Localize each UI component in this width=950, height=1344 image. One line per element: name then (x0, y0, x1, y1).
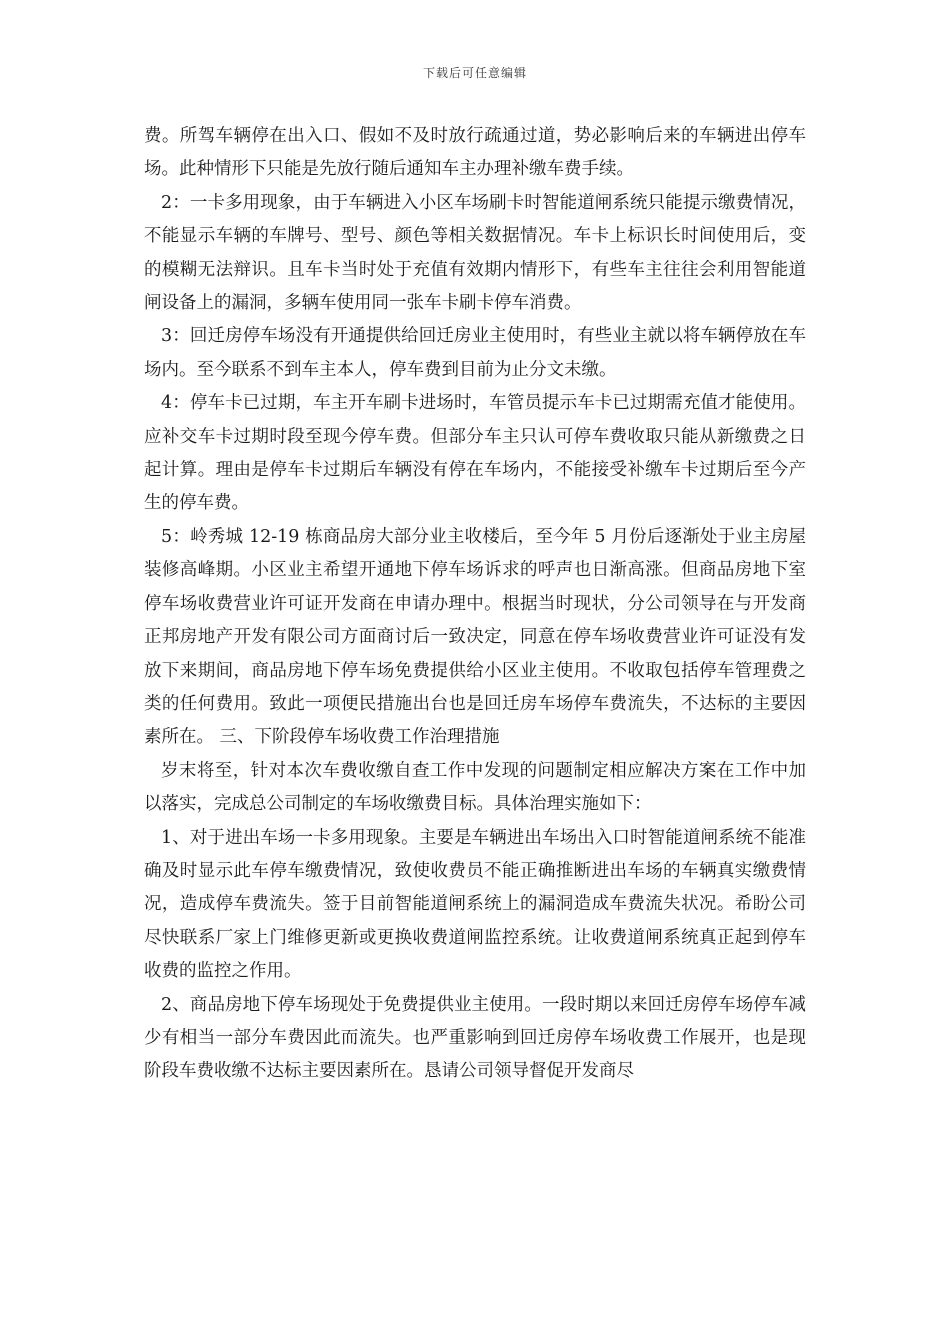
paragraph-item-4: 4：停车卡已过期，车主开车刷卡进场时，车管员提示车卡已过期需充值才能使用。应补交车卡过期时段至现今停车费。但部分车主只认可停车费收取只能从新缴费之日起计算。理由是停车卡过期后车辆没有停在车场内，不能接受补缴车卡过期后至今产生的停车费。 (144, 393, 806, 514)
paragraph-item-3: 3：回迁房停车场没有开通提供给回迁房业主使用时，有些业主就以将车辆停放在车场内。至今联系不到车主本人，停车费到目前为止分文未缴。 (144, 326, 806, 380)
paragraph-item-2: 2：一卡多用现象，由于车辆进入小区车场刷卡时智能道闸系统只能提示缴费情况，不能显示车辆的车牌号、型号、颜色等相关数据情况。车卡上标识长时间使用后，变的模糊无法辩识。且车卡当时处于充值有效期内情形下，有些车主往往会利用智能道闸设备上的漏洞，多辆车使用同一张车卡刷卡停车消费。 (144, 192, 806, 314)
paragraph-continuation: 费。所驾车辆停在出入口、假如不及时放行疏通过道，势必影响后来的车辆进出停车场。此种情形下只能是先放行随后通知车主办理补缴车费手续。 (144, 126, 806, 180)
paragraph-measure-1: 1、对于进出车场一卡多用现象。主要是车辆进出车场出入口时智能道闸系统不能准确及时显示此车停车缴费情况，致使收费员不能正确推断进出车场的车辆真实缴费情况，造成停车费流失。签于目前智能道闸系统上的漏洞造成车费流失状况。希盼公司尽快联系厂家上门维修更新或更换收费道闸监控系统。让收费道闸系统真正起到停车收费的监控之作用。 (144, 827, 806, 982)
paragraph-measure-2: 2、商品房地下停车场现处于免费提供业主使用。一段时期以来回迁房停车场停车减少有相当一部分车费因此而流失。也严重影响到回迁房停车场收费工作展开，也是现阶段车费收缴不达标主要因素所在。恳请公司领导督促开发商尽 (144, 994, 806, 1082)
document-body (144, 120, 806, 1089)
paragraph-item-5: 5：岭秀城 12-19 栋商品房大部分业主收楼后，至今年 5 月份后逐渐处于业主房屋装修高峰期。小区业主希望开通地下停车场诉求的呼声也日渐高涨。但商品房地下室停车场收费营业许可证开发商在申请办理中。根据当时现状，分公司领导在与开发商正邦房地产开发有限公司方面商讨后一致决定，同意在停车场收费营业许可证没有发放下来期间，商品房地下停车场免费提供给小区业主使用。不收取包括停车管理费之类的任何费用。致此一项便民措施出台也是回迁房车场停车费流失，不达标的主要因素所在。 三、下阶段停车场收费工作治理措施 (144, 526, 806, 748)
paragraph-intro-measures: 岁末将至，针对本次车费收缴自查工作中发现的问题制定相应解决方案在工作中加以落实，完成总公司制定的车场收缴费目标。具体治理实施如下： (144, 760, 806, 815)
page-header: 下载后可任意编辑 (422, 66, 527, 80)
